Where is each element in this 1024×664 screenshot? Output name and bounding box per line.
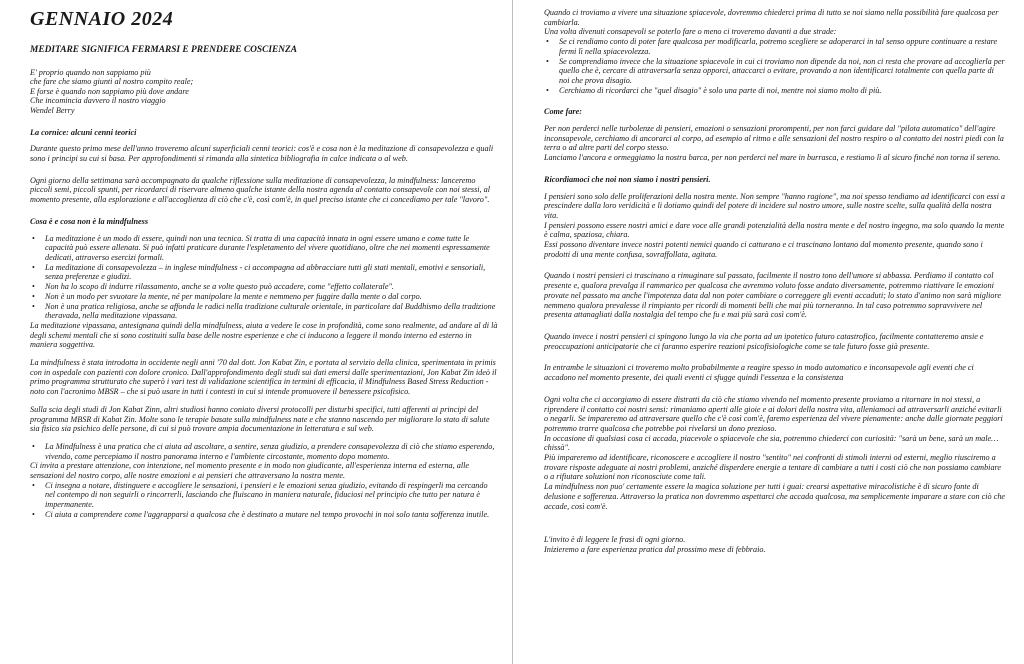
poem-author: Wendel Berry: [30, 106, 75, 116]
poem-line: Che incomincia davvero il nostro viaggio: [30, 96, 166, 106]
paragraph: Essi possono diventare invece nostri potenti nemici quando ci catturano e ci trascinano lontano dal momento presente, quando sono i prodotti di una mente confusa, sovraffollata, agitata.: [544, 240, 983, 259]
paragraph: La meditazione vipassana, antesignana quindi della mindfulness, aiuta a vedere le cose in profondità, come sono realmente, ad andare al di là degli schemi mentali che si sono costituiti sulla base delle nostre esperienze e che ci inducono a leggere il mondo interno ed esterno in maniera soggettiva.: [30, 320, 498, 350]
closing-line: L'invito è di leggere le frasi di ogni giorno.: [544, 535, 686, 545]
list-item: • Ci insegna a notare, distinguere e accogliere le sensazioni, i pensieri e le emozioni senza giudizio, evitando di respingerli ma cercando nel contempo di non seguirli o rincorrerli, lasciando che fluiscano in maniera naturale, fiduciosi nel principio che tutto per natura è impermanente.: [30, 481, 498, 510]
bullet-list: [30, 481, 498, 520]
epigraph-poem: [30, 68, 498, 116]
paragraph: I pensieri sono solo delle proliferazioni della nostra mente. Non sempre "hanno ragione", ma noi spesso tendiamo ad identificarci con essi a prescindere dalla loro veridicità e li dotiamo quindi del potere di incidere sul nostro umore, sulle nostre scelte, sulla qualità della nostra vita.: [544, 191, 1006, 220]
poem-line: che fare che siamo giunti al nostro compito reale;: [30, 77, 194, 87]
section-title-mindfulness: Cosa è e cosa non è la mindfulness: [30, 216, 149, 226]
section-title-pensieri: Ricordiamoci che noi non siamo i nostri pensieri.: [544, 174, 711, 184]
list-item: • Se ci rendiamo conto di poter fare qualcosa per modificarla, potremo scegliere se adoperarci in tal senso oppure continuare a restare fermi lì nella spiacevolezza.: [544, 37, 1006, 56]
paragraph: Lanciamo l'ancora e ormeggiamo la nostra barca, per non perderci nel mare in burrasca, e restiamo lì al sicuro finché non torna il sereno.: [544, 153, 1001, 163]
list-item: • La meditazione di consapevolezza – in inglese mindfulness - ci accompagna ad abbracciare tutti gli stati mentali, emotivi e sensoriali, senza preferenze e giudizi.: [30, 263, 498, 282]
closing-line: Inizieremo a fare esperienza pratica dal prossimo mese di febbraio.: [544, 544, 766, 554]
list-item: • Se comprendiamo invece che la situazione spiacevole in cui ci troviamo non dipende da noi, non ci resta che provare ad accoglierla per quello che è, cercare di attraversarla senza opporci, attaccarci o evitare, provando a non identificarci totalmente con quella parte di noi che prova disagio.: [544, 57, 1006, 86]
list-item: • La meditazione è un modo di essere, quindi non una tecnica. Si tratta di una capacità innata in ogni essere umano e come tutte le capacità può essere allenata. Si può infatti praticare durante l'espletamento del vivere quotidiano, oltre che nei momenti espressamente dedicati, attraverso esercizi formali.: [30, 234, 498, 263]
poem-line: E' proprio quando non sappiamo più: [30, 67, 151, 77]
bullet-list: [30, 442, 498, 461]
paragraph: La mindfulness non puo' certamente essere la magica soluzione per tutti i guai: crearsi aspettative miracolistiche è di sicuro fonte di delusione e sofferenza. Attraverso la pratica non dovremmo aspettarci che accada qualcosa, ma semplicemente imparare a stare con ciò che accade, così com'è.: [544, 482, 1006, 511]
list-item: • Non è una pratica religiosa, anche se affonda le radici nella tradizione culturale orientale, in particolare dal Buddhismo della tradizione theravada, nella meditazione vipassana.: [30, 302, 498, 321]
paragraph: Quando invece i nostri pensieri ci spingono lungo la via che porta ad un ipotetico futuro catastrofico, facilmente contatteremo ansie e preoccupazioni anticipatorie che ci faranno esperire reazioni psicofisiologiche come se tale futuro fosse già presente.: [544, 331, 984, 351]
bullet-list: [30, 234, 498, 321]
bullet-list: [544, 37, 1006, 95]
section-title-come-fare: Come fare:: [544, 107, 582, 117]
list-item: • Ci aiuta a comprendere come l'aggrapparsi a qualcosa che è destinato a mutare nel tempo provochi in noi solo tanta sofferenza inutile.: [30, 510, 498, 520]
paragraph: La mindfulness è stata introdotta in occidente negli anni '70 dal dott. Jon Kabat Zin, e portata al servizio della clinica, sperimentata in primis con in ospedale con pazienti con dolore cronico. Dall'approfondimento degli studi sui dati emersi dalle sperimentazioni, Jon Kabat Zin ideò il primo programma strutturato che superò i vari test di validazione scientifica in termini di efficacia, il Mindfulness Based Stress Reduction - noto con l'acronimo MBSR – che si può usare in tutti i contesti in cui si intende promuovere il benessere psicofisico.: [30, 358, 497, 397]
poem-line: E forse è quando non sappiamo più dove andare: [30, 86, 189, 96]
paragraph: Quando i nostri pensieri ci trascinano a rimuginare sul passato, facilmente il nostro tono dell'umore si abbassa. Perdiamo il contatto col presente e, qualora prevalga il rammarico per qualcosa che avremmo voluto fosse andato diversamente, potremmo riattivare le emozioni provate nel passato ma anche l'impotenza data dal non poter cambiare o correggere gli eventi accaduti; lo stato d'animo non sarà migliore nemmeno qualora prevalesse il rimpianto per ricordi di momenti belli che mai più torneranno. In tal caso potremmo sopravvivere nel presenta attanagliati dalla nostalgia del tempo che fu e mai più sarà così com'è.: [544, 271, 1002, 320]
paragraph: I pensieri possono essere nostri amici e dare voce alle grandi potenzialità della nostra mente e del nostro ingegno, ma solo quando la mente è calma, spaziosa, chiara.: [544, 220, 1005, 240]
list-item: • Cerchiamo di ricordarci che "quel disagio" è solo una parte di noi, mentre noi siamo molto di più.: [544, 86, 1006, 96]
paragraph: Per non perderci nelle turbolenze di pensieri, emozioni o sensazioni prorompenti, per non farci guidare dal "pilota automatico" dell'agire inconsapevole, cerchiamo di ancorarci al corpo, ad esempio al ritmo e alle sensazioni del nostro respiro o al contatto dei nostri piedi con la terra o ad altre parti del corpo stesso.: [544, 124, 1004, 153]
paragraph: Ci invita a prestare attenzione, con intenzione, nel momento presente e in modo non giudicante, all'esperienza interna ed esterna, alle sensazioni del nostro corpo, alle nostre emozioni e ai pensieri che attraversano la nostra mente.: [30, 461, 470, 481]
paragraph: Ogni giorno della settimana sarà accompagnato da qualche riflessione sulla meditazione di consapevolezza, la mindfulness: lanceremo piccoli semi, piccoli spunti, per ricordarci di riservare almeno qualche istante della nostra agenda al contatto consapevole con noi stessi, al momento presente, alla esplorazione e all'accoglienza di ciò che c'è, così com'è, in quel preciso istante che ci concediamo per tale "lavoro".: [30, 175, 491, 205]
paragraph: In occasione di qualsiasi cosa ci accada, piacevole o spiacevole che sia, potremmo chiederci con curiosità: "sarà un bene, sarà un male… chissà".: [544, 433, 999, 453]
right-page: [512, 0, 1024, 664]
page-title: GENNAIO 2024: [30, 8, 174, 30]
paragraph: Ogni volta che ci accorgiamo di essere distratti da ciò che stiamo vivendo nel momento presente proviamo a ritornare in noi stessi, a riprendere il contatto coi nostri sensi: rimaniamo aperti alle gioie e ai dolori della nostra vita, alleniamoci ad attraversarli anziché evitarli o negarli. Se impareremo ad attraversare quello che c'è così com'è, faremo esperienza del vivere pienamente: anche dalle giornate peggiori potremmo trarre qualcosa che potrebbe poi rivelarsi un dono prezioso.: [544, 394, 1003, 433]
section-title-cornice: La cornice: alcuni cenni teorici: [30, 127, 137, 137]
paragraph: Durante questo primo mese dell'anno troveremo alcuni superficiali cenni teorici: cos'è e cosa non è la meditazione di consapevolezza e quali sono i principi su cui si basa. Per approfondimenti si rimanda alla sintetica bibliografia in calce indicata o al web.: [30, 144, 494, 164]
paragraph: Una volta divenuti consapevoli se poterlo fare o meno ci troveremo davanti a due strade:: [544, 27, 837, 37]
list-item: • Non ha lo scopo di indurre rilassamento, anche se a volte questo può accadere, come "effetto collaterale".: [30, 282, 498, 292]
paragraph: Più impareremo ad identificare, riconoscere e accogliere il nostro "sentito" nei confronti di stimoli interni od esterni, meglio riusciremo a trovare risposte adeguate ai nostri problemi, anziché disperdere energie a tentare di cambiare a tutti i costi ciò che non possiamo cambiare o a rifiutare soluzioni non riconosciute come tali.: [544, 453, 1002, 482]
list-item: • La Mindfulness è una pratica che ci aiuta ad ascoltare, a sentire, senza giudizio, a prendere consapevolezza di ciò che stiamo esperendo, vivendo, come percepiamo il nostro panorama interno e l'ambiente circostante, momento dopo momento.: [30, 442, 498, 461]
paragraph: Sulla scia degli studi di Jon Kabat Zinn, altri studiosi hanno coniato diversi protocolli per disturbi specifici, tutti afferenti ai principi del programma MBSR di Kabat Zin. Molte sono le terapie basate sulla mindfulness nate e che stanno nascendo per migliorare lo stato di salute sia fisico sia psichico delle persone, di cui si può trovare ampia documentazione in letteratura e sul web.: [30, 404, 490, 434]
paragraph: In entrambe le situazioni ci troveremo molto probabilmente a reagire spesso in modo automatico e inconsapevole agli eventi che ci accadono nel momento presente, dei quali eventi ci sfugge quindi l'essenza e la consistenza: [544, 363, 974, 383]
list-item: • Non è un modo per svuotare la mente, né per manipolare la mente e nemmeno per fuggire dalla mente o dal corpo.: [30, 292, 498, 302]
paragraph: Quando ci troviamo a vivere una situazione spiacevole, dovremmo chiederci prima di tutto se noi siamo nella possibilità fare qualcosa per cambiarla.: [544, 8, 999, 27]
main-heading: MEDITARE SIGNIFICA FERMARSI E PRENDERE COSCIENZA: [30, 45, 298, 55]
